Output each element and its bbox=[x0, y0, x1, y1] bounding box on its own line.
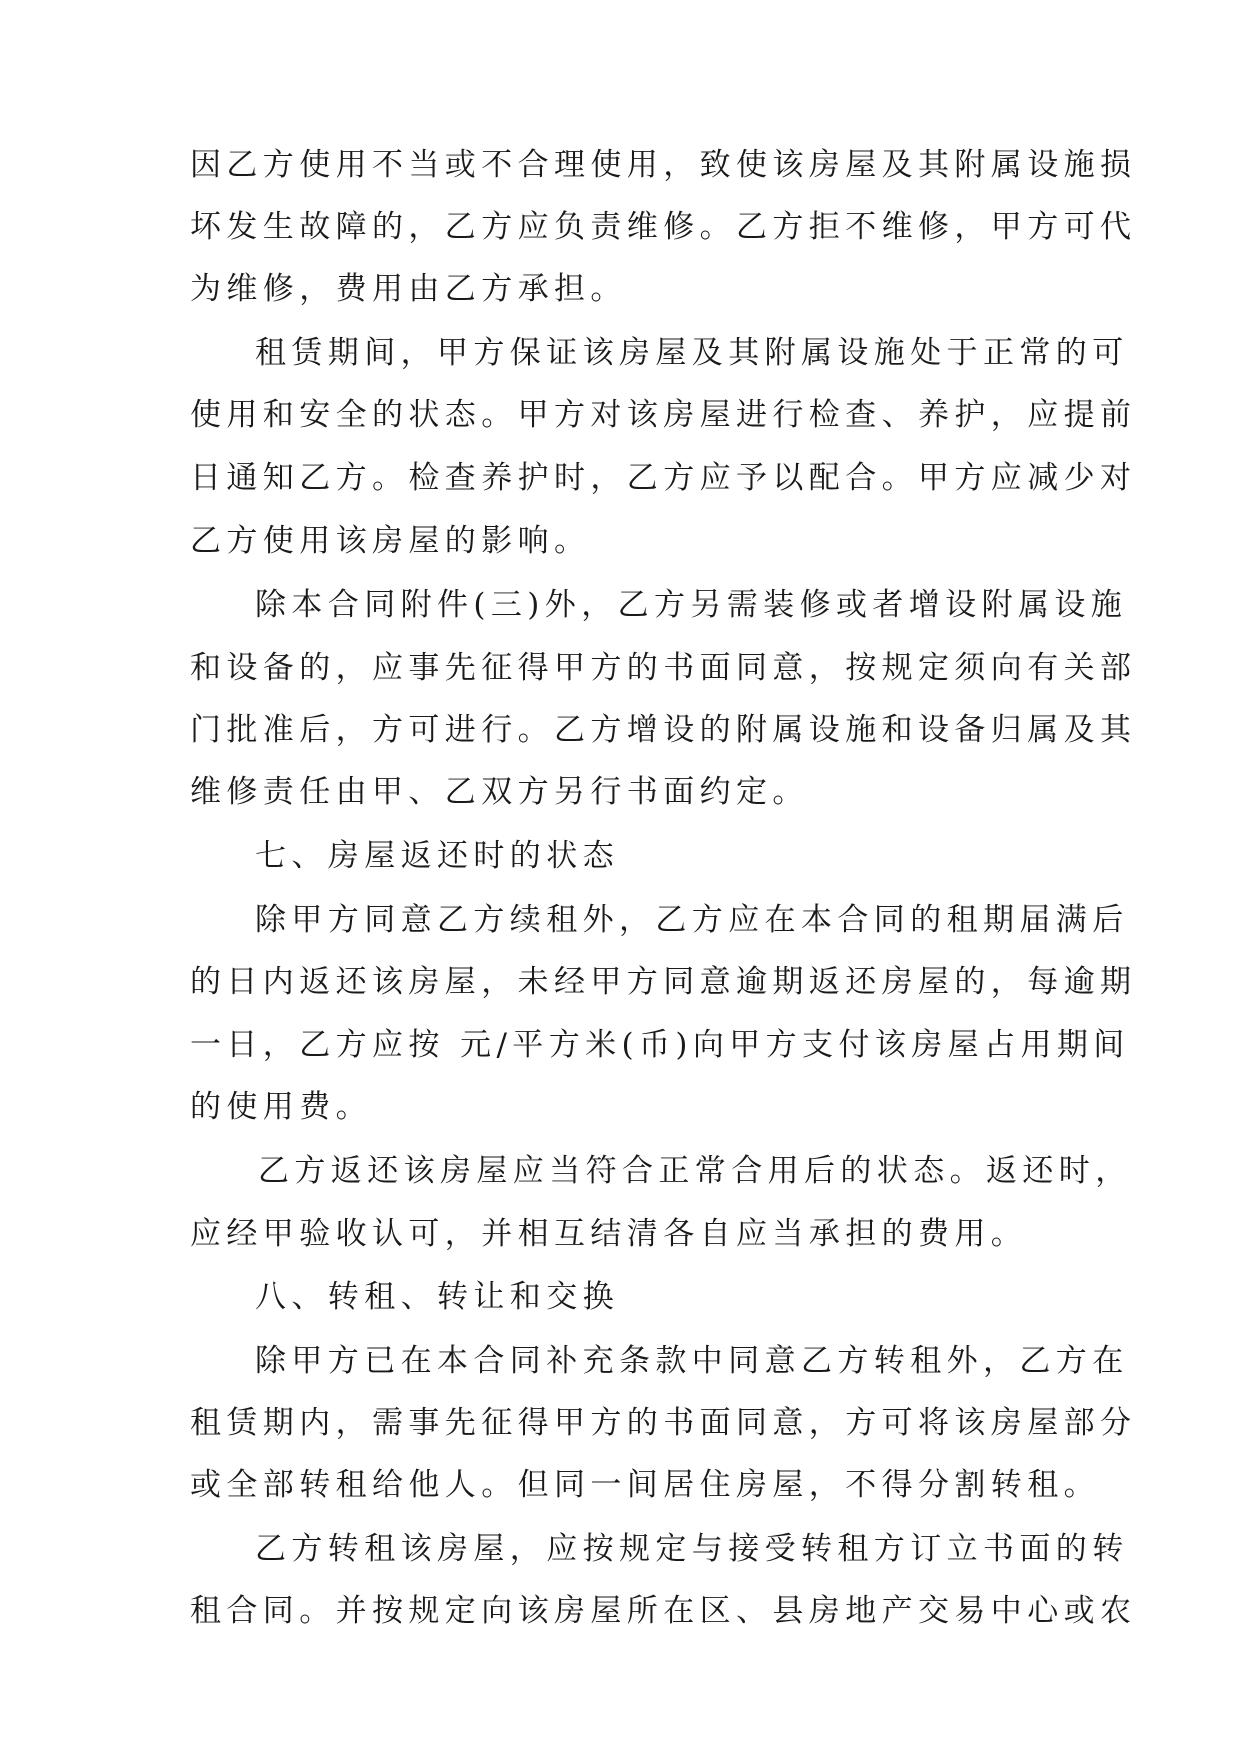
paragraph-first-line: 乙方转租该房屋，应按规定与接受转租方订立书面的转 bbox=[255, 1531, 1129, 1567]
body-line: 为维修，费用由乙方承担。 bbox=[190, 271, 627, 307]
body-line: 租赁期内，需事先征得甲方的书面同意，方可将该房屋部分 bbox=[190, 1405, 1137, 1441]
body-line: 租合同。并按规定向该房屋所在区、县房地产交易中心或农 bbox=[190, 1593, 1137, 1629]
body-line: 坏发生故障的，乙方应负责维修。乙方拒不维修，甲方可代 bbox=[190, 209, 1137, 245]
paragraph-first-line: 除本合同附件(三)外，乙方另需装修或者增设附属设施 bbox=[255, 587, 1128, 623]
section-heading: 八、转租、转让和交换 bbox=[255, 1279, 619, 1315]
section-heading: 七、房屋返还时的状态 bbox=[255, 838, 619, 874]
body-line: 应经甲验收认可，并相互结清各自应当承担的费用。 bbox=[190, 1216, 1028, 1252]
body-line: 一日，乙方应按 元/平方米(币)向甲方支付该房屋占用期间 bbox=[190, 1027, 1130, 1063]
body-line: 日通知乙方。检查养护时，乙方应予以配合。甲方应减少对 bbox=[190, 460, 1137, 496]
paragraph-first-line: 除甲方已在本合同补充条款中同意乙方转租外，乙方在 bbox=[255, 1343, 1129, 1379]
body-line: 乙方使用该房屋的影响。 bbox=[190, 523, 591, 559]
body-line: 的日内返还该房屋，未经甲方同意逾期返还房屋的，每逾期 bbox=[190, 964, 1137, 1000]
body-line: 或全部转租给他人。但同一间居住房屋，不得分割转租。 bbox=[190, 1467, 1100, 1503]
paragraph-first-line: 乙方返还该房屋应当符合正常合用后的状态。返还时， bbox=[258, 1153, 1132, 1189]
paragraph-first-line: 租赁期间，甲方保证该房屋及其附属设施处于正常的可 bbox=[255, 335, 1129, 371]
body-line: 维修责任由甲、乙双方另行书面约定。 bbox=[190, 774, 809, 810]
body-line: 因乙方使用不当或不合理使用，致使该房屋及其附属设施损 bbox=[190, 147, 1137, 183]
body-line: 门批准后，方可进行。乙方增设的附属设施和设备归属及其 bbox=[190, 712, 1137, 748]
paragraph-first-line: 除甲方同意乙方续租外，乙方应在本合同的租期届满后 bbox=[255, 902, 1129, 938]
body-line: 使用和安全的状态。甲方对该房屋进行检查、养护，应提前 bbox=[190, 397, 1137, 433]
body-line: 和设备的，应事先征得甲方的书面同意，按规定须向有关部 bbox=[190, 650, 1137, 686]
body-line: 的使用费。 bbox=[190, 1089, 372, 1125]
